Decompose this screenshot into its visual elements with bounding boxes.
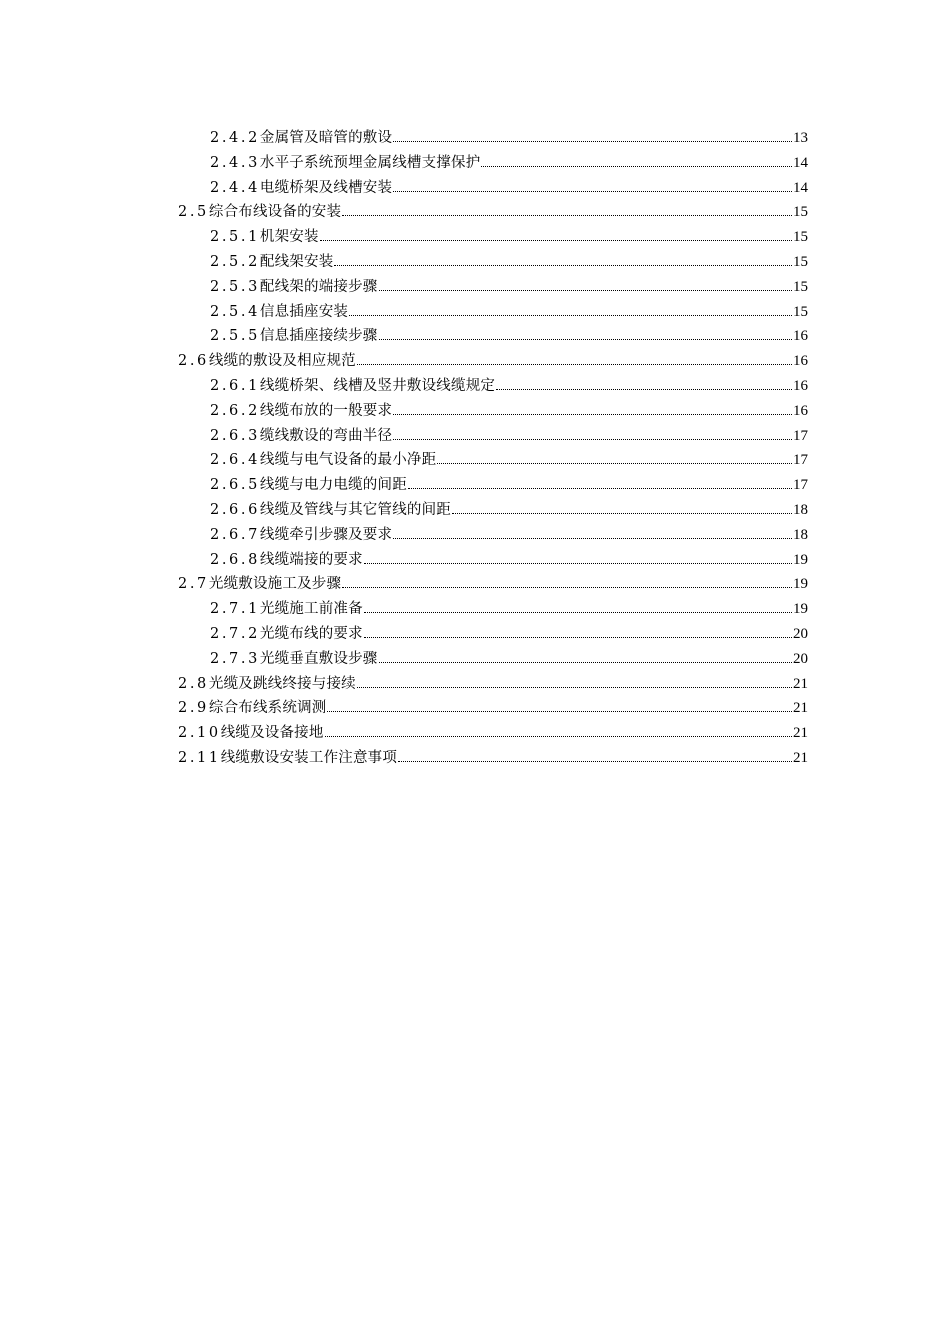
toc-entry-label — [210, 647, 378, 672]
toc-dot-leader — [398, 761, 792, 762]
toc-page-number: 15 — [793, 253, 808, 270]
toc-entry-number: 2.6.7 — [210, 526, 260, 543]
toc-entry-number: 2.6.6 — [210, 501, 260, 518]
toc-page-number: 19 — [793, 601, 808, 618]
toc-dot-leader — [364, 637, 792, 638]
toc-entry-label — [210, 275, 378, 300]
toc-entry-title: 线缆及管线与其它管线的间距 — [259, 501, 452, 518]
toc-entry-number: 2.7.3 — [210, 650, 260, 667]
toc-page-number: 17 — [793, 452, 808, 469]
toc-entry-title: 线缆及设备接地 — [220, 725, 324, 742]
toc-entry-number: 2.6 — [178, 353, 209, 370]
toc-dot-leader — [437, 463, 792, 464]
toc-entry-title: 光缆布线的要求 — [259, 625, 363, 642]
toc-entry-number: 2.5.2 — [210, 253, 260, 270]
toc-entry-number: 2.6.4 — [210, 452, 260, 469]
toc-entry-label — [210, 300, 348, 325]
toc-entry-label — [178, 696, 326, 721]
toc-entry-number: 2.5 — [178, 204, 209, 221]
toc-entry-label — [210, 126, 392, 151]
toc-entry-number: 2.4.4 — [210, 179, 260, 196]
toc-dot-leader — [452, 513, 792, 514]
toc-entry-label — [178, 721, 324, 746]
toc-page-number: 15 — [793, 204, 808, 221]
toc-entry-title: 线缆与电气设备的最小净距 — [259, 452, 437, 469]
toc-dot-leader — [320, 240, 792, 241]
toc-entry[interactable] — [178, 176, 808, 201]
toc-page-number: 15 — [793, 303, 808, 320]
toc-entry-title: 信息插座接续步骤 — [259, 328, 378, 345]
toc-entry[interactable] — [178, 399, 808, 424]
toc-entry-number: 2.6.5 — [210, 477, 260, 494]
toc-entry[interactable] — [178, 424, 808, 449]
toc-dot-leader — [357, 364, 792, 365]
toc-entry[interactable] — [178, 523, 808, 548]
toc-entry[interactable] — [178, 498, 808, 523]
toc-entry-label — [210, 448, 436, 473]
toc-entry-title: 线缆敷设安装工作注意事项 — [220, 749, 398, 766]
toc-entry-label — [210, 523, 392, 548]
toc-entry[interactable] — [178, 349, 808, 374]
table-of-contents — [178, 126, 808, 771]
toc-entry-label — [178, 746, 397, 771]
toc-entry[interactable] — [178, 324, 808, 349]
toc-dot-leader — [379, 339, 792, 340]
toc-entry-title: 信息插座安装 — [259, 303, 349, 320]
toc-entry-label — [210, 597, 363, 622]
toc-page-number: 19 — [793, 576, 808, 593]
toc-entry[interactable] — [178, 647, 808, 672]
toc-dot-leader — [364, 612, 792, 613]
toc-entry-label — [210, 176, 392, 201]
toc-dot-leader — [393, 439, 792, 440]
toc-page-number: 15 — [793, 229, 808, 246]
toc-entry-label — [178, 349, 356, 374]
toc-entry-title: 光缆敷设施工及步骤 — [208, 576, 342, 593]
toc-entry-title: 线缆的敷设及相应规范 — [208, 353, 356, 370]
toc-entry-title: 光缆及跳线终接与接续 — [208, 675, 356, 692]
toc-entry[interactable] — [178, 473, 808, 498]
toc-page-number: 17 — [793, 477, 808, 494]
toc-dot-leader — [379, 290, 792, 291]
toc-entry[interactable] — [178, 151, 808, 176]
toc-entry-title: 机架安装 — [259, 229, 319, 246]
toc-entry-title: 电缆桥架及线槽安装 — [259, 179, 393, 196]
toc-entry[interactable] — [178, 448, 808, 473]
toc-entry-label — [210, 374, 495, 399]
toc-entry[interactable] — [178, 597, 808, 622]
toc-page-number: 19 — [793, 551, 808, 568]
toc-page-number: 20 — [793, 625, 808, 642]
toc-entry[interactable] — [178, 374, 808, 399]
toc-dot-leader — [393, 191, 792, 192]
toc-entry-label — [178, 200, 341, 225]
toc-entry-label — [210, 151, 480, 176]
toc-entry[interactable] — [178, 225, 808, 250]
toc-entry-label — [210, 548, 363, 573]
toc-entry-number: 2.4.3 — [210, 154, 260, 171]
toc-entry[interactable] — [178, 548, 808, 573]
toc-page-number: 21 — [793, 725, 808, 742]
toc-entry-label — [210, 225, 319, 250]
toc-entry-title: 配线架的端接步骤 — [259, 278, 378, 295]
toc-entry-title: 光缆垂直敷设步骤 — [259, 650, 378, 667]
toc-entry-number: 2.4.2 — [210, 130, 260, 146]
toc-page-number: 18 — [793, 501, 808, 518]
toc-entry-number: 2.5.3 — [210, 278, 260, 295]
toc-entry-title: 水平子系统预埋金属线槽支撑保护 — [259, 154, 481, 171]
toc-page-number: 16 — [793, 353, 808, 370]
toc-entry-number: 2.6.8 — [210, 551, 260, 568]
toc-page-number: 16 — [793, 328, 808, 345]
toc-entry-label — [210, 399, 392, 424]
toc-page-number: 21 — [793, 749, 808, 766]
toc-dot-leader — [342, 587, 792, 588]
toc-entry-number: 2.5.5 — [210, 328, 260, 345]
toc-entry-title: 线缆牵引步骤及要求 — [259, 526, 393, 543]
toc-entry-title: 线缆布放的一般要求 — [259, 402, 393, 419]
toc-entry-number: 2.11 — [178, 749, 221, 766]
toc-entry-label — [178, 672, 356, 697]
toc-entry-number: 2.7.1 — [210, 601, 260, 618]
toc-page-number: 21 — [793, 675, 808, 692]
toc-entry-label — [210, 498, 451, 523]
toc-entry[interactable] — [178, 721, 808, 746]
toc-entry-title: 综合布线设备的安装 — [208, 204, 342, 221]
toc-entry[interactable] — [178, 126, 808, 151]
toc-entry-number: 2.5.1 — [210, 229, 260, 246]
toc-dot-leader — [357, 687, 792, 688]
toc-dot-leader — [379, 662, 792, 663]
toc-entry-title: 线缆端接的要求 — [259, 551, 363, 568]
toc-entry-title: 金属管及暗管的敷设 — [259, 130, 393, 146]
toc-entry-label — [178, 572, 341, 597]
toc-page-number: 15 — [793, 278, 808, 295]
toc-dot-leader — [364, 563, 792, 564]
toc-entry-label — [210, 622, 363, 647]
toc-entry[interactable] — [178, 572, 808, 597]
toc-entry-number: 2.8 — [178, 675, 209, 692]
toc-page-number: 13 — [793, 130, 808, 146]
toc-entry-number: 2.6.1 — [210, 377, 260, 394]
toc-dot-leader — [327, 711, 792, 712]
toc-entry-number: 2.6.3 — [210, 427, 260, 444]
toc-dot-leader — [393, 538, 792, 539]
toc-dot-leader — [393, 141, 792, 142]
toc-entry-title: 线缆桥架、线槽及竖井敷设线缆规定 — [259, 377, 496, 394]
toc-dot-leader — [393, 414, 792, 415]
toc-page-number: 16 — [793, 402, 808, 419]
toc-entry-title: 线缆与电力电缆的间距 — [259, 477, 407, 494]
toc-entry[interactable] — [178, 696, 808, 721]
toc-page-number: 17 — [793, 427, 808, 444]
toc-entry-label — [210, 424, 392, 449]
toc-dot-leader — [334, 265, 792, 266]
toc-entry-number: 2.7 — [178, 576, 209, 593]
toc-entry-label — [210, 324, 378, 349]
toc-dot-leader — [481, 166, 792, 167]
toc-entry[interactable] — [178, 275, 808, 300]
toc-entry-title: 配线架安装 — [259, 253, 334, 270]
toc-dot-leader — [408, 488, 792, 489]
toc-entry-label — [210, 473, 407, 498]
toc-entry[interactable] — [178, 622, 808, 647]
toc-entry[interactable] — [178, 200, 808, 225]
toc-entry[interactable] — [178, 250, 808, 275]
toc-page-number: 20 — [793, 650, 808, 667]
toc-entry-title: 光缆施工前准备 — [259, 601, 363, 618]
toc-entry-number: 2.9 — [178, 700, 209, 717]
toc-entry-label — [210, 250, 333, 275]
toc-entry[interactable] — [178, 746, 808, 771]
toc-entry-number: 2.6.2 — [210, 402, 260, 419]
toc-dot-leader — [325, 736, 792, 737]
toc-entry-title: 缆线敷设的弯曲半径 — [259, 427, 393, 444]
toc-dot-leader — [349, 315, 792, 316]
toc-entry-number: 2.5.4 — [210, 303, 260, 320]
toc-page-number: 14 — [793, 179, 808, 196]
toc-page-number: 21 — [793, 700, 808, 717]
toc-entry[interactable] — [178, 672, 808, 697]
toc-dot-leader — [342, 215, 792, 216]
toc-page-number: 16 — [793, 377, 808, 394]
toc-page-number: 14 — [793, 154, 808, 171]
toc-entry-number: 2.7.2 — [210, 625, 260, 642]
toc-dot-leader — [496, 389, 792, 390]
toc-entry[interactable] — [178, 300, 808, 325]
toc-page-number: 18 — [793, 526, 808, 543]
toc-entry-title: 综合布线系统调测 — [208, 700, 327, 717]
toc-entry-number: 2.10 — [178, 725, 221, 742]
